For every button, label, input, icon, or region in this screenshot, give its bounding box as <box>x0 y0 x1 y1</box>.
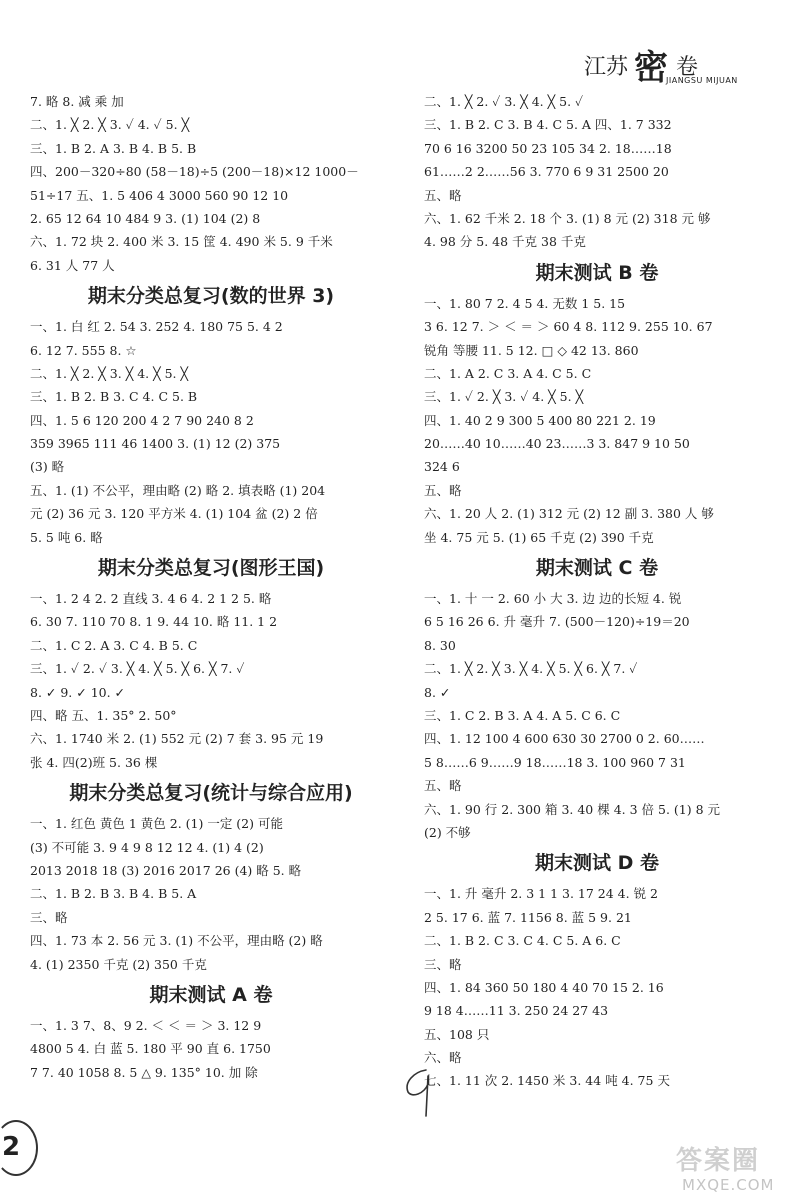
answer-line: 一、1. 十 一 2. 60 小 大 3. 边 边的长短 4. 锐 <box>424 591 682 607</box>
answer-line: 五、1. (1) 不公平，理由略 (2) 略 2. 填表略 (1) 204 <box>30 482 326 498</box>
answer-line: 二、1. B 2. B 3. B 4. B 5. A <box>30 886 197 902</box>
answer-line: 8. ✓ <box>424 684 451 700</box>
answer-line: 三、1. B 2. B 3. C 4. C 5. B <box>30 389 198 405</box>
section-heading: 期末测试 A 卷 <box>149 983 273 1006</box>
answer-line: 四、200－320÷80 (58－18)÷5 (200－18)×12 1000－ <box>30 164 359 180</box>
answer-line: 六、略 <box>424 1050 462 1066</box>
answer-line: 三、1. B 2. C 3. B 4. C 5. A 四、1. 7 332 <box>424 117 672 133</box>
section-heading: 期末分类总复习(统计与综合应用) <box>69 782 353 805</box>
section-heading: 期末分类总复习(图形王国) <box>97 557 325 580</box>
answer-line: 三、1. ✓ 2. ╳ 3. ✓ 4. ╳ 5. ╳ <box>424 389 584 405</box>
answer-line: 一、1. 红色 黄色 1 黄色 2. (1) 一定 (2) 可能 <box>30 816 283 832</box>
answer-line: 70 6 16 3200 50 23 105 34 2. 18……18 <box>424 140 672 156</box>
answer-line: 五、略 <box>424 482 462 498</box>
answer-line: 二、1. ╳ 2. ╳ 3. ╳ 4. ╳ 5. ╳ <box>30 365 189 381</box>
answer-line: 坐 4. 75 元 5. (1) 65 千克 (2) 390 千克 <box>424 529 654 545</box>
answer-line: 5. 5 吨 6. 略 <box>30 529 103 545</box>
answer-line: 六、1. 20 人 2. (1) 312 元 (2) 12 副 3. 380 人 够 <box>424 506 714 522</box>
answer-line: 2. 65 12 64 10 484 9 3. (1) 104 (2) 8 <box>30 210 261 226</box>
answer-column-left <box>30 90 392 1084</box>
section-heading: 期末分类总复习(数的世界 3) <box>87 285 335 308</box>
answer-line: 4. 98 分 5. 48 千克 38 千克 <box>424 234 586 250</box>
answer-line: 四、1. 12 100 4 600 630 30 2700 0 2. 60…… <box>424 731 705 747</box>
logo-text-pre: 江苏 <box>584 55 629 80</box>
answer-line: 4800 5 4. 白 蓝 5. 180 平 90 直 6. 1750 <box>30 1041 271 1057</box>
answer-line: 51÷17 五、1. 5 406 4 3000 560 90 12 10 <box>30 187 289 203</box>
answer-line: 六、1. 90 行 2. 300 箱 3. 40 棵 4. 3 倍 5. (1) 8 元 <box>424 801 721 817</box>
answer-line: 四、1. 84 360 50 180 4 40 70 15 2. 16 <box>424 979 664 995</box>
answer-line: 5 8……6 9……9 18……18 3. 100 960 7 31 <box>424 754 686 770</box>
watermark-url: MXQE.COM <box>682 1176 775 1194</box>
answer-line: 四、1. 5 6 120 200 4 2 7 90 240 8 2 <box>30 412 254 428</box>
section-heading: 期末测试 D 卷 <box>534 852 659 875</box>
answer-line: (3) 略 <box>30 459 65 475</box>
section-heading: 期末测试 C 卷 <box>535 557 659 580</box>
answer-line: 五、略 <box>424 778 462 794</box>
handwritten-mark-icon <box>396 1064 444 1120</box>
answer-line: 一、1. 3 7、8、9 2. ＜ ＜ ＝ ＞ 3. 12 9 <box>30 1017 262 1033</box>
page-number: 2 <box>2 1132 21 1162</box>
answer-line: 三、略 <box>424 956 462 972</box>
brand-logo <box>584 44 764 88</box>
answer-line: 二、1. ╳ 2. ╳ 3. ╳ 4. ╳ 5. ╳ 6. ╳ 7. ✓ <box>424 661 638 677</box>
answer-line: 二、1. ╳ 2. ╳ 3. ✓ 4. ✓ 5. ╳ <box>30 117 190 133</box>
answer-line: 五、略 <box>424 187 462 203</box>
watermark-title: 答案圈 <box>676 1146 761 1176</box>
answer-line: 2 5. 17 6. 蓝 7. 1156 8. 蓝 5 9. 21 <box>424 909 632 925</box>
answer-line: (2) 不够 <box>424 824 471 840</box>
answer-line: 二、1. ╳ 2. ✓ 3. ╳ 4. ╳ 5. ✓ <box>424 94 584 109</box>
answer-line: 六、1. 62 千米 2. 18 个 3. (1) 8 元 (2) 318 元 够 <box>424 210 711 226</box>
answer-line: 五、108 只 <box>424 1026 490 1042</box>
answer-line: 61……2 2……56 3. 770 6 9 31 2500 20 <box>424 164 669 180</box>
answer-line: 3 6. 12 7. ＞ ＜ ＝ ＞ 60 4 8. 112 9. 255 10. 67 <box>424 319 713 335</box>
answer-line: 元 (2) 36 元 3. 120 平方米 4. (1) 104 盆 (2) 2 倍 <box>30 506 318 522</box>
answer-line: 一、1. 2 4 2. 2 直线 3. 4 6 4. 2 1 2 5. 略 <box>30 591 272 607</box>
logo-subtitle: JIANGSU MIJUAN <box>666 76 738 85</box>
answer-line: 8. 30 <box>424 637 456 653</box>
answer-line: 三、1. ✓ 2. ✓ 3. ╳ 4. ╳ 5. ╳ 6. ╳ 7. ✓ <box>30 661 245 677</box>
answer-line: 324 6 <box>424 459 460 475</box>
answer-line: 4. (1) 2350 千克 (2) 350 千克 <box>30 956 207 972</box>
answer-line: 7 7. 40 1058 8. 5 △ 9. 135° 10. 加 除 <box>30 1064 258 1080</box>
answer-line: 三、1. C 2. B 3. A 4. A 5. C 6. C <box>424 707 621 723</box>
answer-line: 6 5 16 26 6. 升 毫升 7. (500－120)÷19＝20 <box>424 614 690 630</box>
answer-line: 七、1. 11 次 2. 1450 米 3. 44 吨 4. 75 天 <box>424 1073 670 1089</box>
answer-line: 一、1. 80 7 2. 4 5 4. 无数 1 5. 15 <box>424 295 626 311</box>
answer-line: 6. 12 7. 555 8. ☆ <box>30 342 137 358</box>
answer-line: 一、1. 白 红 2. 54 3. 252 4. 180 75 5. 4 2 <box>30 319 283 335</box>
answer-line: 9 18 4……11 3. 250 24 27 43 <box>424 1003 609 1019</box>
answer-line: 三、略 <box>30 909 68 925</box>
answer-line: 一、1. 升 毫升 2. 3 1 1 3. 17 24 4. 锐 2 <box>424 886 659 902</box>
answer-line: 6. 30 7. 110 70 8. 1 9. 44 10. 略 11. 1 2 <box>30 614 278 630</box>
answer-line: 8. ✓ 9. ✓ 10. ✓ <box>30 684 126 700</box>
logo-text-post: 卷 <box>676 55 699 80</box>
answer-line: 六、1. 72 块 2. 400 米 3. 15 筐 4. 490 米 5. 9 千米 <box>30 234 333 250</box>
answer-line: 四、1. 73 本 2. 56 元 3. (1) 不公平，理由略 (2) 略 <box>30 933 323 949</box>
answer-column-right <box>424 90 770 1093</box>
answer-line: (3) 不可能 3. 9 4 9 8 12 12 4. (1) 4 (2) <box>30 839 264 855</box>
answer-line: 四、1. 40 2 9 300 5 400 80 221 2. 19 <box>424 412 656 428</box>
answer-line: 六、1. 1740 米 2. (1) 552 元 (2) 7 套 3. 95 元 19 <box>30 731 324 747</box>
answer-line: 359 3965 111 46 1400 3. (1) 12 (2) 375 <box>30 436 281 452</box>
answer-line: 7. 略 8. 减 乘 加 <box>30 94 124 109</box>
answer-line: 四、略 五、1. 35° 2. 50° <box>30 707 177 723</box>
answer-line: 2013 2018 18 (3) 2016 2017 26 (4) 略 5. 略 <box>30 862 302 878</box>
answer-line: 锐角 等腰 11. 5 12. □ ◇ 42 13. 860 <box>424 342 639 358</box>
section-heading: 期末测试 B 卷 <box>535 261 659 284</box>
watermark <box>676 1140 788 1196</box>
answer-line: 张 4. 四(2)班 5. 36 棵 <box>30 754 158 770</box>
logo-text-mid: 密 <box>634 48 668 88</box>
answer-line: 三、1. B 2. A 3. B 4. B 5. B <box>30 140 197 156</box>
answer-line: 二、1. A 2. C 3. A 4. C 5. C <box>424 365 592 381</box>
answer-line: 6. 31 人 77 人 <box>30 257 115 273</box>
answer-line: 二、1. C 2. A 3. C 4. B 5. C <box>30 637 198 653</box>
answer-line: 20……40 10……40 23……3 3. 847 9 10 50 <box>424 436 690 452</box>
answer-line: 二、1. B 2. C 3. C 4. C 5. A 6. C <box>424 933 621 949</box>
